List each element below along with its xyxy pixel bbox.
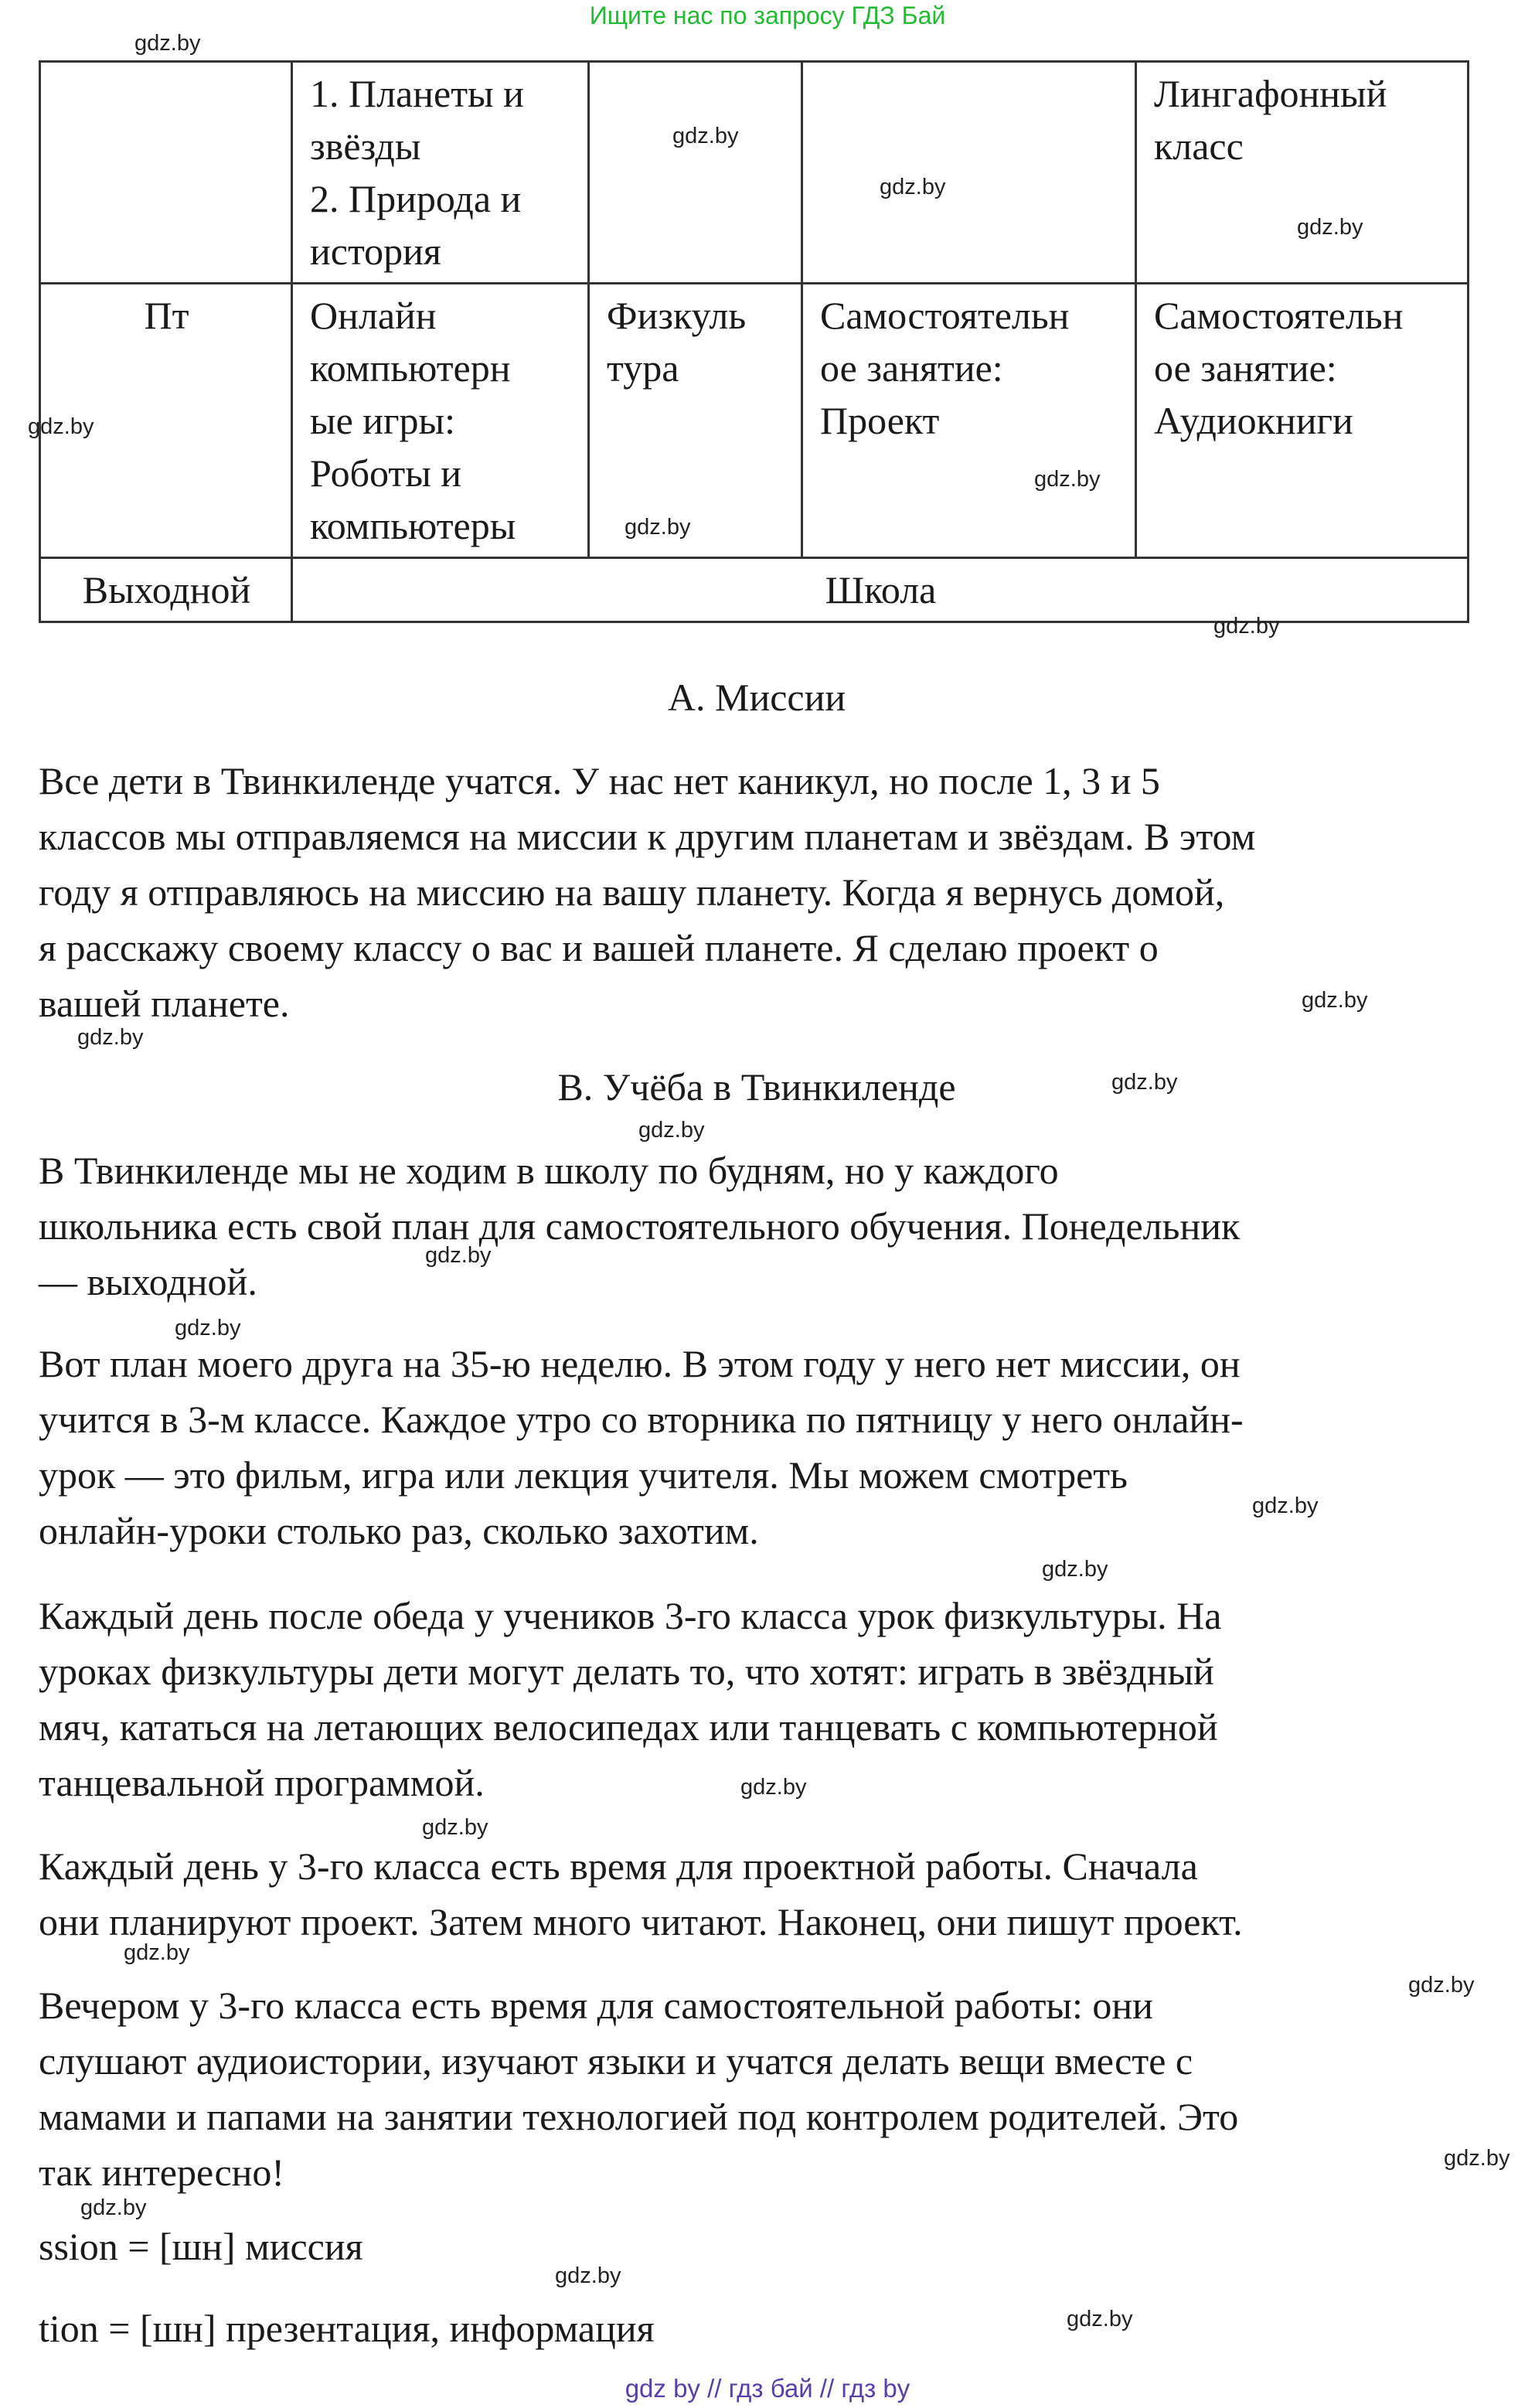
- text-line: Каждый день у 3-го класса есть время для проектной работы. Сначала: [39, 1844, 1198, 1888]
- cell-line: класс: [1154, 124, 1244, 168]
- text-line: учится в 3-м классе. Каждое утро со вторника по пятницу у него онлайн-: [39, 1398, 1244, 1441]
- cell-line: Аудиокниги: [1154, 399, 1353, 442]
- cell-line: компьютерн: [310, 346, 511, 390]
- watermark: gdz.by: [1297, 215, 1363, 240]
- text-line: Вечером у 3-го класса есть время для самостоятельной работы: они: [39, 1984, 1153, 2027]
- cell-line: ые игры:: [310, 399, 456, 442]
- table-row: [40, 62, 1469, 284]
- cell-line: 1. Планеты и: [310, 72, 524, 115]
- cell-line: Самостоятельн: [820, 294, 1070, 337]
- watermark: gdz.by: [77, 1025, 144, 1050]
- table-cell-project: [802, 284, 1136, 558]
- text-line: они планируют проект. Затем много читают. Наконец, они пишут проект.: [39, 1900, 1243, 1943]
- schedule-table: [39, 60, 1469, 623]
- text-line: танцевальной программой.: [39, 1761, 485, 1804]
- text-line: слушают аудиоистории, изучают языки и учатся делать вещи вместе с: [39, 2039, 1193, 2083]
- watermark: gdz.by: [28, 414, 94, 439]
- section-a-title: A. Миссии: [667, 676, 846, 719]
- text-line: урок — это фильм, игра или лекция учителя. Мы можем смотреть: [39, 1453, 1128, 1497]
- section-a-paragraph: [39, 753, 1492, 1031]
- table-cell-pe: [589, 284, 802, 558]
- table-cell-language-lab: [1136, 62, 1469, 284]
- watermark: gdz.by: [1213, 614, 1280, 639]
- text-line: мамами и папами на занятии технологией под контролем родителей. Это: [39, 2095, 1239, 2138]
- table-cell-day-off: Выходной: [40, 558, 292, 622]
- table-cell-audiobooks: [1136, 284, 1469, 558]
- table-cell-topics: [292, 62, 589, 284]
- text-line: Все дети в Твинкиленде учатся. У нас нет каникул, но после 1, 3 и 5: [39, 759, 1160, 802]
- top-search-banner: Ищите нас по запросу ГДЗ Бай: [589, 2, 946, 29]
- text-line: классов мы отправляемся на миссии к другим планетам и звёздам. В этом: [39, 815, 1256, 858]
- watermark: gdz.by: [672, 124, 739, 148]
- table-cell-school: Школа: [292, 558, 1469, 622]
- watermark: gdz.by: [638, 1118, 705, 1143]
- watermark: gdz.by: [175, 1316, 241, 1340]
- text-line: году я отправляюсь на миссию на вашу планету. Когда я вернусь домой,: [39, 870, 1225, 914]
- cell-line: ое занятие:: [820, 346, 1003, 390]
- cell-line: Лингафонный: [1154, 72, 1387, 115]
- text-line: Каждый день после обеда у учеников 3-го класса урок физкультуры. На: [39, 1594, 1222, 1637]
- text-line: онлайн-уроки столько раз, сколько захотим.: [39, 1509, 759, 1552]
- pronunciation-note-ssion: ssion = [шн] миссия: [39, 2225, 363, 2268]
- watermark: gdz.by: [425, 1243, 492, 1268]
- pronunciation-note-tion: tion = [шн] презентация, информация: [39, 2307, 655, 2350]
- watermark: gdz.by: [1444, 2146, 1510, 2171]
- text-line: мяч, кататься на летающих велосипедах или танцевать с компьютерной: [39, 1705, 1218, 1749]
- bottom-site-banner: gdz by // гдз бай // гдз by: [625, 2374, 910, 2403]
- watermark: gdz.by: [134, 31, 201, 56]
- text-line: школьника есть свой план для самостоятельного обучения. Понедельник: [39, 1204, 1241, 1248]
- cell-line: 2. Природа и: [310, 177, 522, 220]
- cell-line: история: [310, 230, 441, 273]
- watermark: gdz.by: [1252, 1494, 1319, 1518]
- watermark: gdz.by: [1042, 1557, 1108, 1582]
- cell-line: тура: [607, 346, 679, 390]
- table-cell-empty: [40, 62, 292, 284]
- watermark: gdz.by: [1034, 467, 1101, 492]
- cell-line: Самостоятельн: [1154, 294, 1404, 337]
- text-line: уроках физкультуры дети могут делать то, что хотят: играть в звёздный: [39, 1650, 1214, 1693]
- text-line: — выходной.: [39, 1260, 257, 1303]
- table-row: [40, 558, 1469, 622]
- section-b-paragraph-1: [39, 1143, 1492, 1310]
- table-cell-empty: [802, 62, 1136, 284]
- text-line: так интересно!: [39, 2151, 285, 2194]
- watermark: gdz.by: [124, 1940, 190, 1965]
- text-line: Вот план моего друга на 35-ю неделю. В этом году у него нет миссии, он: [39, 1342, 1241, 1385]
- cell-line: звёзды: [310, 124, 421, 168]
- table-cell-online-games: [292, 284, 589, 558]
- section-b-paragraph-4: [39, 1838, 1492, 1950]
- watermark: gdz.by: [625, 515, 691, 540]
- watermark: gdz.by: [1111, 1070, 1178, 1095]
- watermark: gdz.by: [1067, 2307, 1133, 2331]
- text-line: В Твинкиленде мы не ходим в школу по будням, но у каждого: [39, 1149, 1059, 1192]
- cell-line: Онлайн: [310, 294, 437, 337]
- section-b-title: B. Учёба в Твинкиленде: [557, 1065, 956, 1109]
- cell-line: Роботы и: [310, 451, 462, 495]
- watermark: gdz.by: [880, 175, 946, 199]
- table-cell-empty: [589, 62, 802, 284]
- cell-line: Проект: [820, 399, 940, 442]
- section-b-paragraph-5: [39, 1977, 1492, 2200]
- watermark: gdz.by: [740, 1775, 807, 1800]
- section-b-paragraph-2: [39, 1336, 1492, 1558]
- watermark: gdz.by: [422, 1815, 488, 1840]
- text-line: я расскажу своему классу о вас и вашей планете. Я сделаю проект о: [39, 926, 1159, 969]
- watermark: gdz.by: [80, 2195, 147, 2220]
- watermark: gdz.by: [1302, 988, 1368, 1013]
- watermark: gdz.by: [1408, 1973, 1475, 1998]
- cell-line: Физкуль: [607, 294, 747, 337]
- text-line: вашей планете.: [39, 982, 290, 1025]
- table-cell-day: Пт: [40, 284, 292, 558]
- watermark: gdz.by: [555, 2263, 621, 2288]
- cell-line: ое занятие:: [1154, 346, 1337, 390]
- table-row: [40, 284, 1469, 558]
- cell-line: компьютеры: [310, 504, 516, 547]
